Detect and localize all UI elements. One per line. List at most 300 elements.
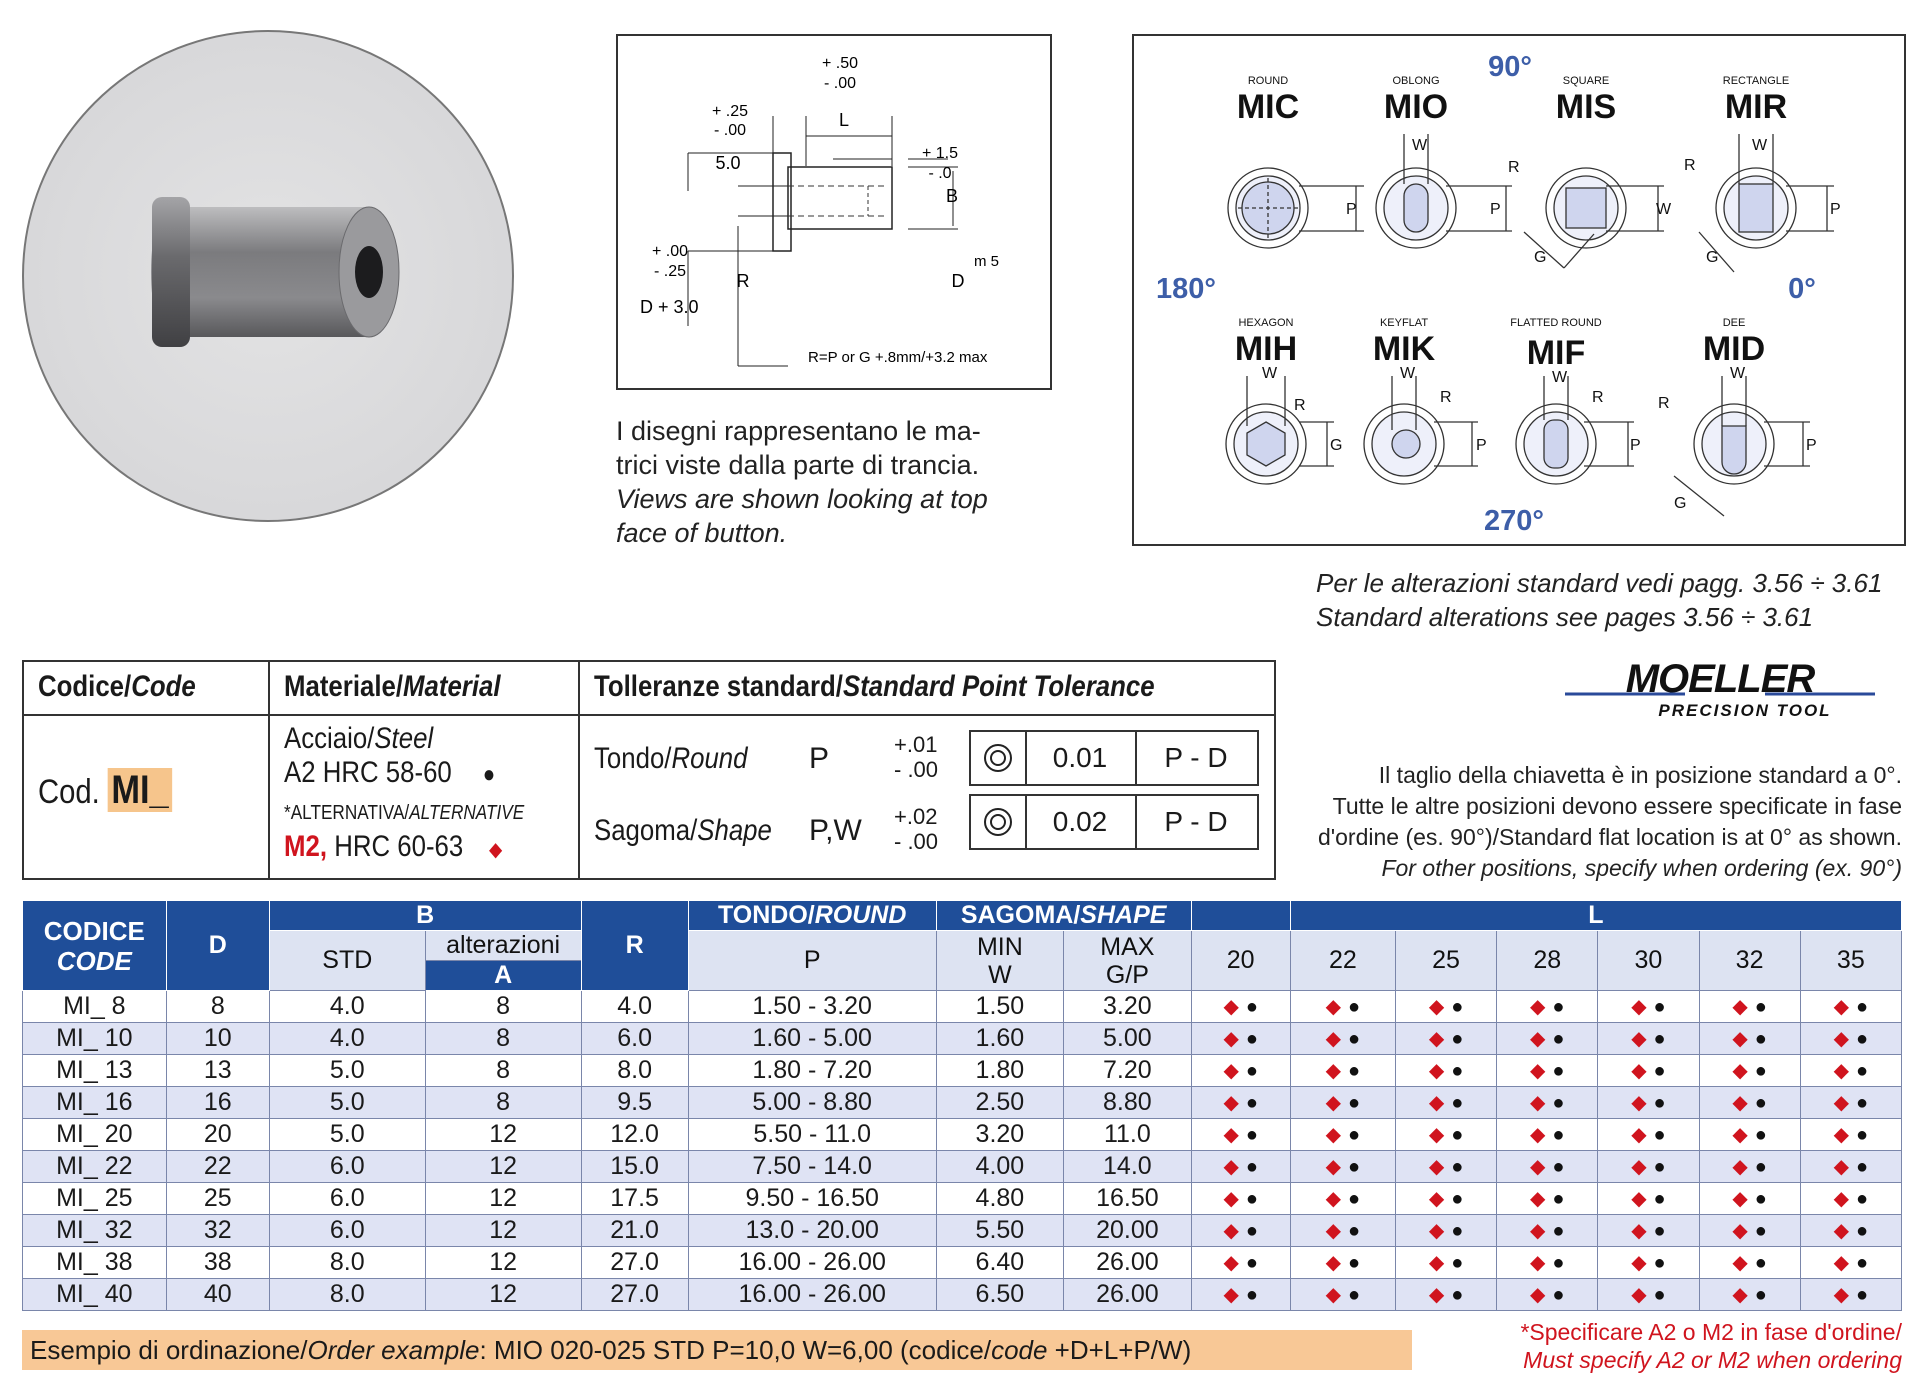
a2-available-icon: ● — [1653, 1252, 1666, 1274]
mir-label-w: W — [1752, 137, 1768, 154]
a2-available-icon: ● — [1754, 1028, 1767, 1050]
m2-available-icon: ◆ — [1530, 1124, 1546, 1146]
cell-availability-l22 — [1290, 1023, 1395, 1055]
cell-d: 16 — [166, 1087, 269, 1119]
cell-p-range: 9.50 - 16.50 — [688, 1183, 936, 1215]
m2-available-icon: ◆ — [1631, 1124, 1647, 1146]
a2-dot: ● — [482, 761, 496, 788]
mir-label-g: G — [1706, 249, 1719, 266]
bushing-image — [24, 32, 512, 520]
dim-tol25-minus: - .00 — [713, 122, 747, 139]
m2-available-icon: ◆ — [1530, 1252, 1546, 1274]
cell-availability-l32 — [1699, 1279, 1800, 1311]
cell-max-gp: 16.50 — [1064, 1183, 1191, 1215]
th-std: STD — [269, 931, 425, 991]
th-tondo — [688, 901, 936, 931]
table-body — [23, 991, 1902, 1311]
acciaio: Acciaio/ — [284, 722, 375, 755]
cell-availability-l32 — [1699, 991, 1800, 1023]
a2-available-icon: ● — [1653, 1220, 1666, 1242]
dim-top-tol-plus: + .50 — [821, 55, 859, 72]
m2-available-icon: ◆ — [1530, 996, 1546, 1018]
order-suffix: +D+L+P/W) — [1047, 1335, 1192, 1365]
dim-L: L — [838, 110, 850, 130]
m2-available-icon: ◆ — [1325, 1124, 1342, 1146]
cell-availability-l20 — [1191, 1247, 1290, 1279]
m2-available-icon: ◆ — [1428, 1092, 1445, 1114]
cell-availability-l35 — [1800, 1279, 1901, 1311]
a2-available-icon: ● — [1855, 1220, 1869, 1242]
a2-available-icon: ● — [1754, 1156, 1767, 1178]
a2-available-icon: ● — [1348, 1252, 1361, 1274]
a2-available-icon: ● — [1348, 1060, 1361, 1082]
m2-available-icon: ◆ — [1530, 1284, 1546, 1306]
cell-p-range: 5.50 - 11.0 — [688, 1119, 936, 1151]
m2-available-icon: ◆ — [1732, 1252, 1748, 1274]
mic-drawing — [1228, 168, 1364, 248]
cell-availability-l28 — [1497, 1183, 1598, 1215]
shape-code-mis: MIS — [1555, 88, 1617, 126]
cell-availability-l22 — [1290, 1119, 1395, 1151]
th-gp: G/P — [1105, 960, 1149, 989]
mif-drawing — [1516, 376, 1634, 484]
m2-available-icon: ◆ — [1732, 1092, 1748, 1114]
shape-code-mih: MIH — [1234, 330, 1298, 368]
dim-tol00-plus: + .00 — [651, 243, 689, 260]
cell-availability-l25 — [1395, 1183, 1496, 1215]
angle-270: 270° — [1484, 505, 1544, 537]
cell-code: MI_ 10 — [23, 1023, 167, 1055]
m2-available-icon: ◆ — [1428, 1028, 1445, 1050]
mio-label-w: W — [1412, 137, 1428, 154]
cell-code: MI_ 32 — [23, 1215, 167, 1247]
round-tol-minus: - .00 — [894, 757, 939, 782]
th-tondo-it: TONDO/ — [717, 901, 815, 929]
cell-availability-l20 — [1191, 1151, 1290, 1183]
header-tolleranze — [594, 670, 1246, 704]
a2-available-icon: ● — [1653, 996, 1666, 1018]
a2-available-icon: ● — [1653, 1188, 1666, 1210]
a2-available-icon: ● — [1245, 1028, 1258, 1050]
order-example-value: : MIO 020-025 STD P=10,0 W=6,00 (codice/ — [479, 1335, 992, 1365]
table-row — [23, 991, 1902, 1023]
round-en: Round — [671, 742, 748, 775]
cell-p-range: 7.50 - 14.0 — [688, 1151, 936, 1183]
m2-available-icon: ◆ — [1833, 1156, 1849, 1178]
cell-b-std: 6.0 — [269, 1151, 425, 1183]
a2-available-icon: ● — [1754, 1060, 1767, 1082]
alteration-note-it: Per le alterazioni standard vedi pagg. 3.56 ÷ 3.61 — [1316, 568, 1883, 598]
cell-p-range: 1.80 - 7.20 — [688, 1055, 936, 1087]
a2-available-icon: ● — [1348, 996, 1361, 1018]
a2-available-icon: ● — [1451, 1188, 1464, 1210]
m2-available-icon: ◆ — [1833, 1252, 1849, 1274]
header-materiale — [284, 670, 536, 704]
mir-label-p: P — [1830, 201, 1841, 218]
cell-r: 12.0 — [581, 1119, 688, 1151]
a2-available-icon: ● — [1552, 1092, 1565, 1114]
cell-availability-l28 — [1497, 1247, 1598, 1279]
logo-graphic — [1565, 660, 1875, 730]
cell-max-gp: 26.00 — [1064, 1247, 1191, 1279]
cell-availability-l28 — [1497, 1215, 1598, 1247]
mid-label-g: G — [1674, 495, 1687, 512]
cell-availability-l25 — [1395, 1215, 1496, 1247]
a2-available-icon: ● — [1653, 1060, 1666, 1082]
caption-en-2: face of button. — [616, 518, 788, 548]
mik-label-r: R — [1440, 389, 1452, 406]
header-material-en: Material — [403, 670, 501, 703]
m2-available-icon: ◆ — [1833, 1220, 1849, 1242]
mid-label-r: R — [1658, 395, 1670, 412]
m2-available-icon: ◆ — [1631, 1028, 1647, 1050]
m2-available-icon: ◆ — [1833, 1284, 1849, 1306]
order-example-it: Esempio di ordinazione/ — [30, 1335, 308, 1365]
m2-available-icon: ◆ — [1325, 1252, 1342, 1274]
concentricity-icon — [982, 806, 1014, 838]
cell-r: 4.0 — [581, 991, 688, 1023]
bushing-dimension-drawing — [618, 36, 1050, 388]
cod-cell — [38, 768, 194, 813]
header-codice — [38, 670, 221, 704]
cell-availability-l22 — [1290, 1183, 1395, 1215]
mih-drawing — [1226, 376, 1334, 484]
cell-availability-l28 — [1497, 1055, 1598, 1087]
m2-available-icon: ◆ — [1833, 1060, 1849, 1082]
th-d: D — [166, 901, 269, 991]
cell-d: 8 — [166, 991, 269, 1023]
m2-available-icon: ◆ — [1428, 1060, 1445, 1082]
cell-availability-l22 — [1290, 1247, 1395, 1279]
cell-b-std: 5.0 — [269, 1055, 425, 1087]
shape-small-flatted-round: FLATTED ROUND — [1510, 317, 1602, 329]
a2-available-icon: ● — [1552, 1252, 1565, 1274]
cell-availability-l32 — [1699, 1087, 1800, 1119]
cell-availability-l28 — [1497, 1151, 1598, 1183]
cell-b-alt-a: 12 — [425, 1183, 581, 1215]
cell-d: 40 — [166, 1279, 269, 1311]
a2-available-icon: ● — [1754, 1284, 1767, 1306]
cell-max-gp: 5.00 — [1064, 1023, 1191, 1055]
cell-availability-l22 — [1290, 1087, 1395, 1119]
cell-r: 15.0 — [581, 1151, 688, 1183]
cell-b-std: 8.0 — [269, 1279, 425, 1311]
material-cell — [284, 722, 574, 867]
shape-small-keyflat: KEYFLAT — [1379, 317, 1429, 329]
a2-available-icon: ● — [1855, 1092, 1869, 1114]
cell-availability-l20 — [1191, 1119, 1290, 1151]
shape-small-oblong: OBLONG — [1392, 75, 1440, 87]
cell-p-range: 13.0 - 20.00 — [688, 1215, 936, 1247]
cell-availability-l25 — [1395, 1151, 1496, 1183]
a2-available-icon: ● — [1855, 1060, 1869, 1082]
a2-available-icon: ● — [1245, 996, 1258, 1018]
cell-r: 8.0 — [581, 1055, 688, 1087]
cell-availability-l20 — [1191, 1279, 1290, 1311]
m2-diamond: ◆ — [489, 839, 503, 861]
cell-max-gp: 8.80 — [1064, 1087, 1191, 1119]
th-l-25: 25 — [1395, 931, 1496, 991]
m2-available-icon: ◆ — [1530, 1188, 1546, 1210]
dim-D: D — [951, 271, 965, 291]
cell-b-std: 8.0 — [269, 1247, 425, 1279]
m2-available-icon: ◆ — [1833, 996, 1849, 1018]
mir-drawing — [1699, 134, 1834, 272]
m2-available-icon: ◆ — [1325, 996, 1342, 1018]
cell-d: 32 — [166, 1215, 269, 1247]
cell-availability-l25 — [1395, 1023, 1496, 1055]
mik-drawing — [1364, 376, 1478, 484]
m2-available-icon: ◆ — [1732, 1156, 1748, 1178]
logo-main: MOELLER — [1625, 660, 1815, 701]
a2-available-icon: ● — [1855, 1156, 1869, 1178]
cell-availability-l20 — [1191, 1215, 1290, 1247]
th-alterazioni: alterazioni — [425, 931, 581, 961]
dim-five: 5.0 — [715, 153, 741, 173]
cell-p-range: 1.60 - 5.00 — [688, 1023, 936, 1055]
cell-code: MI_ 25 — [23, 1183, 167, 1215]
mic-label-p: P — [1346, 201, 1357, 218]
tondo-it: Tondo/ — [594, 742, 672, 775]
specify-note-en: Must specify A2 or M2 when ordering — [1523, 1347, 1902, 1373]
mik-label-w: W — [1400, 365, 1416, 382]
th-round-en: ROUND — [814, 901, 907, 929]
round-tol-plus: +.01 — [894, 732, 938, 757]
cell-r: 27.0 — [581, 1247, 688, 1279]
a2-available-icon: ● — [1348, 1124, 1361, 1146]
cell-b-alt-a: 8 — [425, 1023, 581, 1055]
cell-b-std: 5.0 — [269, 1087, 425, 1119]
specify-note-it: *Specificare A2 o M2 in fase d'ordine/ — [1520, 1319, 1902, 1345]
th-l-32: 32 — [1699, 931, 1800, 991]
dim-tol15-plus: + 1.5 — [921, 145, 959, 162]
cell-availability-l28 — [1497, 1087, 1598, 1119]
cell-b-std: 5.0 — [269, 1119, 425, 1151]
m2-available-icon: ◆ — [1223, 1252, 1239, 1274]
cell-p-range: 5.00 - 8.80 — [688, 1087, 936, 1119]
m2-available-icon: ◆ — [1223, 1028, 1239, 1050]
cell-b-alt-a: 12 — [425, 1151, 581, 1183]
mif-label-r: R — [1592, 389, 1604, 406]
m2-available-icon: ◆ — [1833, 1188, 1849, 1210]
cell-b-alt-a: 8 — [425, 991, 581, 1023]
product-photo — [22, 30, 514, 522]
m2-available-icon: ◆ — [1631, 996, 1647, 1018]
alternative-it: *ALTERNATIVA/ — [284, 802, 410, 824]
m2-available-icon: ◆ — [1325, 1028, 1342, 1050]
th-sagoma-it: SAGOMA/ — [960, 901, 1081, 929]
cell-availability-l30 — [1598, 1247, 1699, 1279]
round-tol-ref: P - D — [1164, 742, 1228, 773]
a2-available-icon: ● — [1451, 996, 1464, 1018]
cell-min-w: 4.80 — [936, 1183, 1063, 1215]
cell-availability-l35 — [1800, 1151, 1901, 1183]
table-row — [23, 1087, 1902, 1119]
m2-available-icon: ◆ — [1223, 1284, 1239, 1306]
caption-en-1: Views are shown looking at top — [616, 484, 988, 514]
m2-available-icon: ◆ — [1732, 1060, 1748, 1082]
cod-prefix: Cod. — [38, 773, 100, 811]
shape-code-mir: MIR — [1724, 88, 1788, 126]
cell-availability-l30 — [1598, 1023, 1699, 1055]
shape-code-mik: MIK — [1372, 330, 1436, 368]
cell-max-gp: 20.00 — [1064, 1215, 1191, 1247]
table-row — [23, 1055, 1902, 1087]
a2-available-icon: ● — [1245, 1252, 1258, 1274]
cell-max-gp: 26.00 — [1064, 1279, 1191, 1311]
mih-label-r: R — [1294, 397, 1306, 414]
a2-available-icon: ● — [1245, 1220, 1258, 1242]
a2-available-icon: ● — [1653, 1156, 1666, 1178]
a2-available-icon: ● — [1245, 1124, 1258, 1146]
shape-tol-minus: - .00 — [894, 829, 939, 854]
m2-available-icon: ◆ — [1428, 1252, 1445, 1274]
a2-available-icon: ● — [1754, 1092, 1767, 1114]
a2-available-icon: ● — [1552, 1060, 1565, 1082]
cell-availability-l32 — [1699, 1183, 1800, 1215]
angle-0: 0° — [1788, 273, 1816, 305]
cell-availability-l35 — [1800, 1087, 1901, 1119]
key-note-1: Il taglio della chiavetta è in posizione standard a 0°. — [1378, 762, 1902, 788]
m2-available-icon: ◆ — [1631, 1188, 1647, 1210]
m2-available-icon: ◆ — [1325, 1284, 1342, 1306]
th-code-en: CODE — [56, 945, 132, 976]
m2-available-icon: ◆ — [1530, 1156, 1546, 1178]
m2-available-icon: ◆ — [1631, 1092, 1647, 1114]
cell-availability-l25 — [1395, 1279, 1496, 1311]
mis-label-r: R — [1508, 159, 1520, 176]
cell-max-gp: 7.20 — [1064, 1055, 1191, 1087]
m2-available-icon: ◆ — [1732, 1124, 1748, 1146]
table-row — [23, 1247, 1902, 1279]
cell-min-w: 1.50 — [936, 991, 1063, 1023]
m2-available-icon: ◆ — [1428, 1124, 1445, 1146]
cell-d: 25 — [166, 1183, 269, 1215]
cell-r: 6.0 — [581, 1023, 688, 1055]
cell-min-w: 2.50 — [936, 1087, 1063, 1119]
cell-min-w: 1.60 — [936, 1023, 1063, 1055]
m2-available-icon: ◆ — [1833, 1124, 1849, 1146]
shape-small-rectangle: RECTANGLE — [1722, 75, 1790, 87]
dim-R: R — [736, 271, 750, 291]
order-code-word: code — [991, 1335, 1048, 1365]
m2-available-icon: ◆ — [1223, 1220, 1239, 1242]
th-codice: CODICE — [43, 915, 145, 946]
cell-availability-l28 — [1497, 1279, 1598, 1311]
m2-available-icon: ◆ — [1631, 1060, 1647, 1082]
a2-available-icon: ● — [1348, 1220, 1361, 1242]
angle-180: 180° — [1156, 273, 1216, 305]
alteration-note-en: Standard alterations see pages 3.56 ÷ 3.61 — [1316, 602, 1814, 632]
a2-grade: A2 HRC 58-60 — [284, 756, 452, 789]
cell-availability-l32 — [1699, 1119, 1800, 1151]
m2-available-icon: ◆ — [1325, 1156, 1342, 1178]
m2-available-icon: ◆ — [1223, 1060, 1239, 1082]
caption-it-2: trici viste dalla parte di trancia. — [616, 450, 980, 480]
dim-m5: m 5 — [974, 253, 1000, 270]
th-max-gp — [1064, 931, 1191, 991]
cell-p-range: 16.00 - 26.00 — [688, 1279, 936, 1311]
shape-small-hexagon: HEXAGON — [1238, 317, 1294, 329]
cell-min-w: 3.20 — [936, 1119, 1063, 1151]
dim-tol00-minus: - .25 — [653, 263, 687, 280]
a2-available-icon: ● — [1451, 1124, 1464, 1146]
mis-label-w: W — [1656, 201, 1672, 218]
mis-label-g: G — [1534, 249, 1547, 266]
th-a: A — [425, 961, 581, 991]
a2-available-icon: ● — [1552, 1028, 1565, 1050]
th-max: MAX — [1100, 932, 1155, 961]
cell-availability-l22 — [1290, 1215, 1395, 1247]
a2-available-icon: ● — [1348, 1092, 1361, 1114]
header-tolleranze-it: Tolleranze standard/ — [594, 670, 843, 703]
m2-available-icon: ◆ — [1223, 996, 1239, 1018]
a2-available-icon: ● — [1855, 1028, 1869, 1050]
m2-hrc: HRC 60-63 — [334, 830, 464, 863]
a2-available-icon: ● — [1855, 1284, 1869, 1306]
mif-label-p: P — [1630, 437, 1641, 454]
cell-availability-l20 — [1191, 1087, 1290, 1119]
th-code — [23, 901, 167, 991]
th-blank — [1191, 901, 1290, 931]
a2-available-icon: ● — [1552, 1220, 1565, 1242]
spec-header-table — [22, 660, 1276, 880]
a2-available-icon: ● — [1451, 1156, 1464, 1178]
cell-availability-l32 — [1699, 1151, 1800, 1183]
shape-small-dee: DEE — [1722, 317, 1746, 329]
a2-available-icon: ● — [1552, 1156, 1565, 1178]
th-l-30: 30 — [1598, 931, 1699, 991]
cell-r: 21.0 — [581, 1215, 688, 1247]
a2-available-icon: ● — [1451, 1028, 1464, 1050]
alteration-note — [1316, 566, 1906, 634]
a2-available-icon: ● — [1653, 1284, 1666, 1306]
drawing-caption — [616, 414, 1056, 550]
alternative-en: ALTERNATIVE — [409, 802, 525, 824]
cell-b-std: 6.0 — [269, 1183, 425, 1215]
cell-availability-l28 — [1497, 1023, 1598, 1055]
th-l-35: 35 — [1800, 931, 1901, 991]
cell-code: MI_ 22 — [23, 1151, 167, 1183]
shape-pw: P,W — [809, 814, 862, 847]
cell-min-w: 6.40 — [936, 1247, 1063, 1279]
m2-available-icon: ◆ — [1428, 996, 1445, 1018]
a2-available-icon: ● — [1855, 1252, 1869, 1274]
m2-available-icon: ◆ — [1732, 996, 1748, 1018]
shape-code-mio: MIO — [1383, 88, 1449, 126]
cell-availability-l25 — [1395, 1119, 1496, 1151]
table-row — [23, 1151, 1902, 1183]
a2-available-icon: ● — [1653, 1124, 1666, 1146]
cell-availability-l32 — [1699, 1055, 1800, 1087]
mih-label-g: G — [1330, 437, 1343, 454]
moeller-logo — [1565, 660, 1875, 730]
a2-available-icon: ● — [1653, 1092, 1666, 1114]
cell-availability-l22 — [1290, 1151, 1395, 1183]
shapes-diagram — [1134, 36, 1904, 544]
m2-available-icon: ◆ — [1530, 1028, 1546, 1050]
cell-p-range: 16.00 - 26.00 — [688, 1247, 936, 1279]
m2-available-icon: ◆ — [1223, 1124, 1239, 1146]
dim-tol25-plus: + .25 — [711, 103, 749, 120]
steel: Steel — [374, 722, 434, 755]
shape-tol-frame — [969, 794, 1259, 850]
key-note — [1240, 760, 1902, 884]
th-min-w — [936, 931, 1063, 991]
cell-r: 9.5 — [581, 1087, 688, 1119]
cell-availability-l35 — [1800, 1023, 1901, 1055]
a2-available-icon: ● — [1754, 1124, 1767, 1146]
